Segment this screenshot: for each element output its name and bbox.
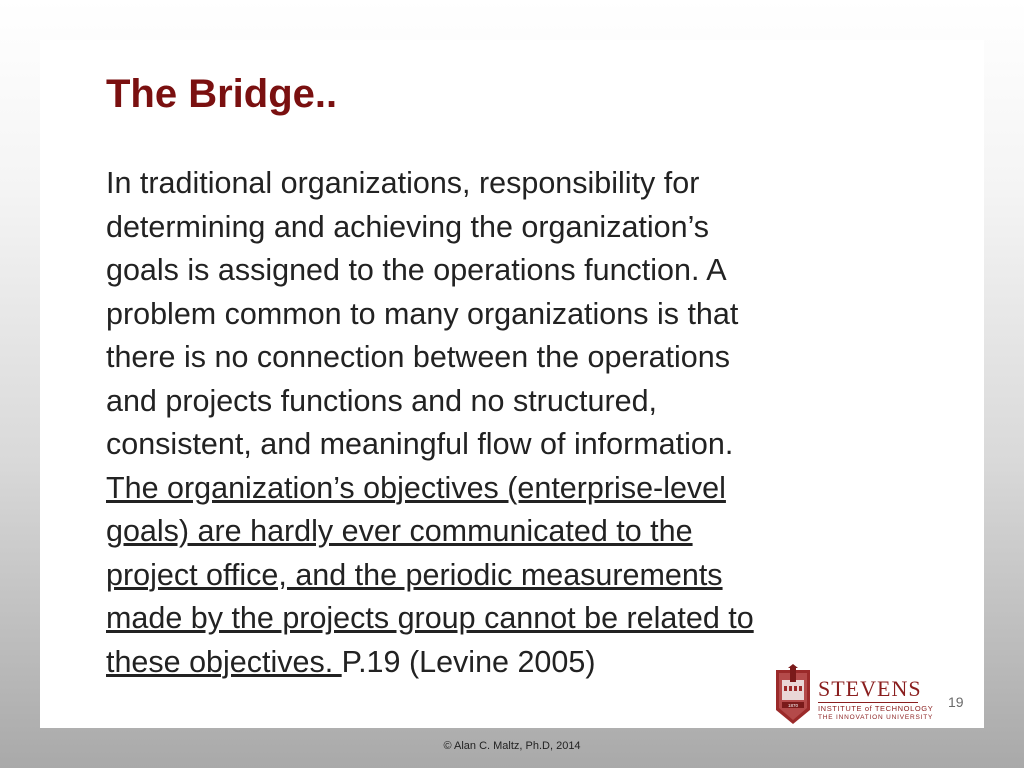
body-line: consistent, and meaningful flow of information. <box>106 427 734 461</box>
body-line: In traditional organizations, responsibility for <box>106 166 700 200</box>
logo-subtitle: INSTITUTE of TECHNOLOGY <box>818 704 934 713</box>
seal-emblem-icon <box>772 664 814 726</box>
underlined-quote-line: project office, and the periodic measurements <box>106 557 723 592</box>
underlined-quote-line: these objectives. <box>106 644 342 679</box>
underlined-quote-line: The organization’s objectives (enterprise-level <box>106 470 726 505</box>
stevens-logo <box>772 664 934 728</box>
logo-tagline: THE INNOVATION UNIVERSITY <box>818 714 934 721</box>
body-line: goals is assigned to the operations function. A <box>106 253 727 287</box>
body-line: and projects functions and no structured, <box>106 383 658 418</box>
logo-rule <box>818 702 918 703</box>
last-line <box>106 641 886 685</box>
footer-copyright: © Alan C. Maltz, Ph.D, 2014 <box>443 740 581 752</box>
slide <box>40 40 984 728</box>
body-line: problem common to many organizations is that <box>106 296 739 331</box>
seal-year: 1870 <box>787 703 799 708</box>
page-number: 19 <box>948 694 964 710</box>
body-line: determining and achieving the organization’s <box>106 209 710 244</box>
underlined-quote-line: goals) are hardly ever communicated to the <box>106 514 693 548</box>
slide-title: The Bridge.. <box>106 72 338 116</box>
underlined-quote-line: made by the projects group cannot be related to <box>106 601 754 635</box>
citation: P.19 (Levine 2005) <box>341 644 596 679</box>
body-line: there is no connection between the operations <box>106 340 730 374</box>
slide-body <box>106 162 886 684</box>
logo-name: STEVENS <box>818 676 922 701</box>
